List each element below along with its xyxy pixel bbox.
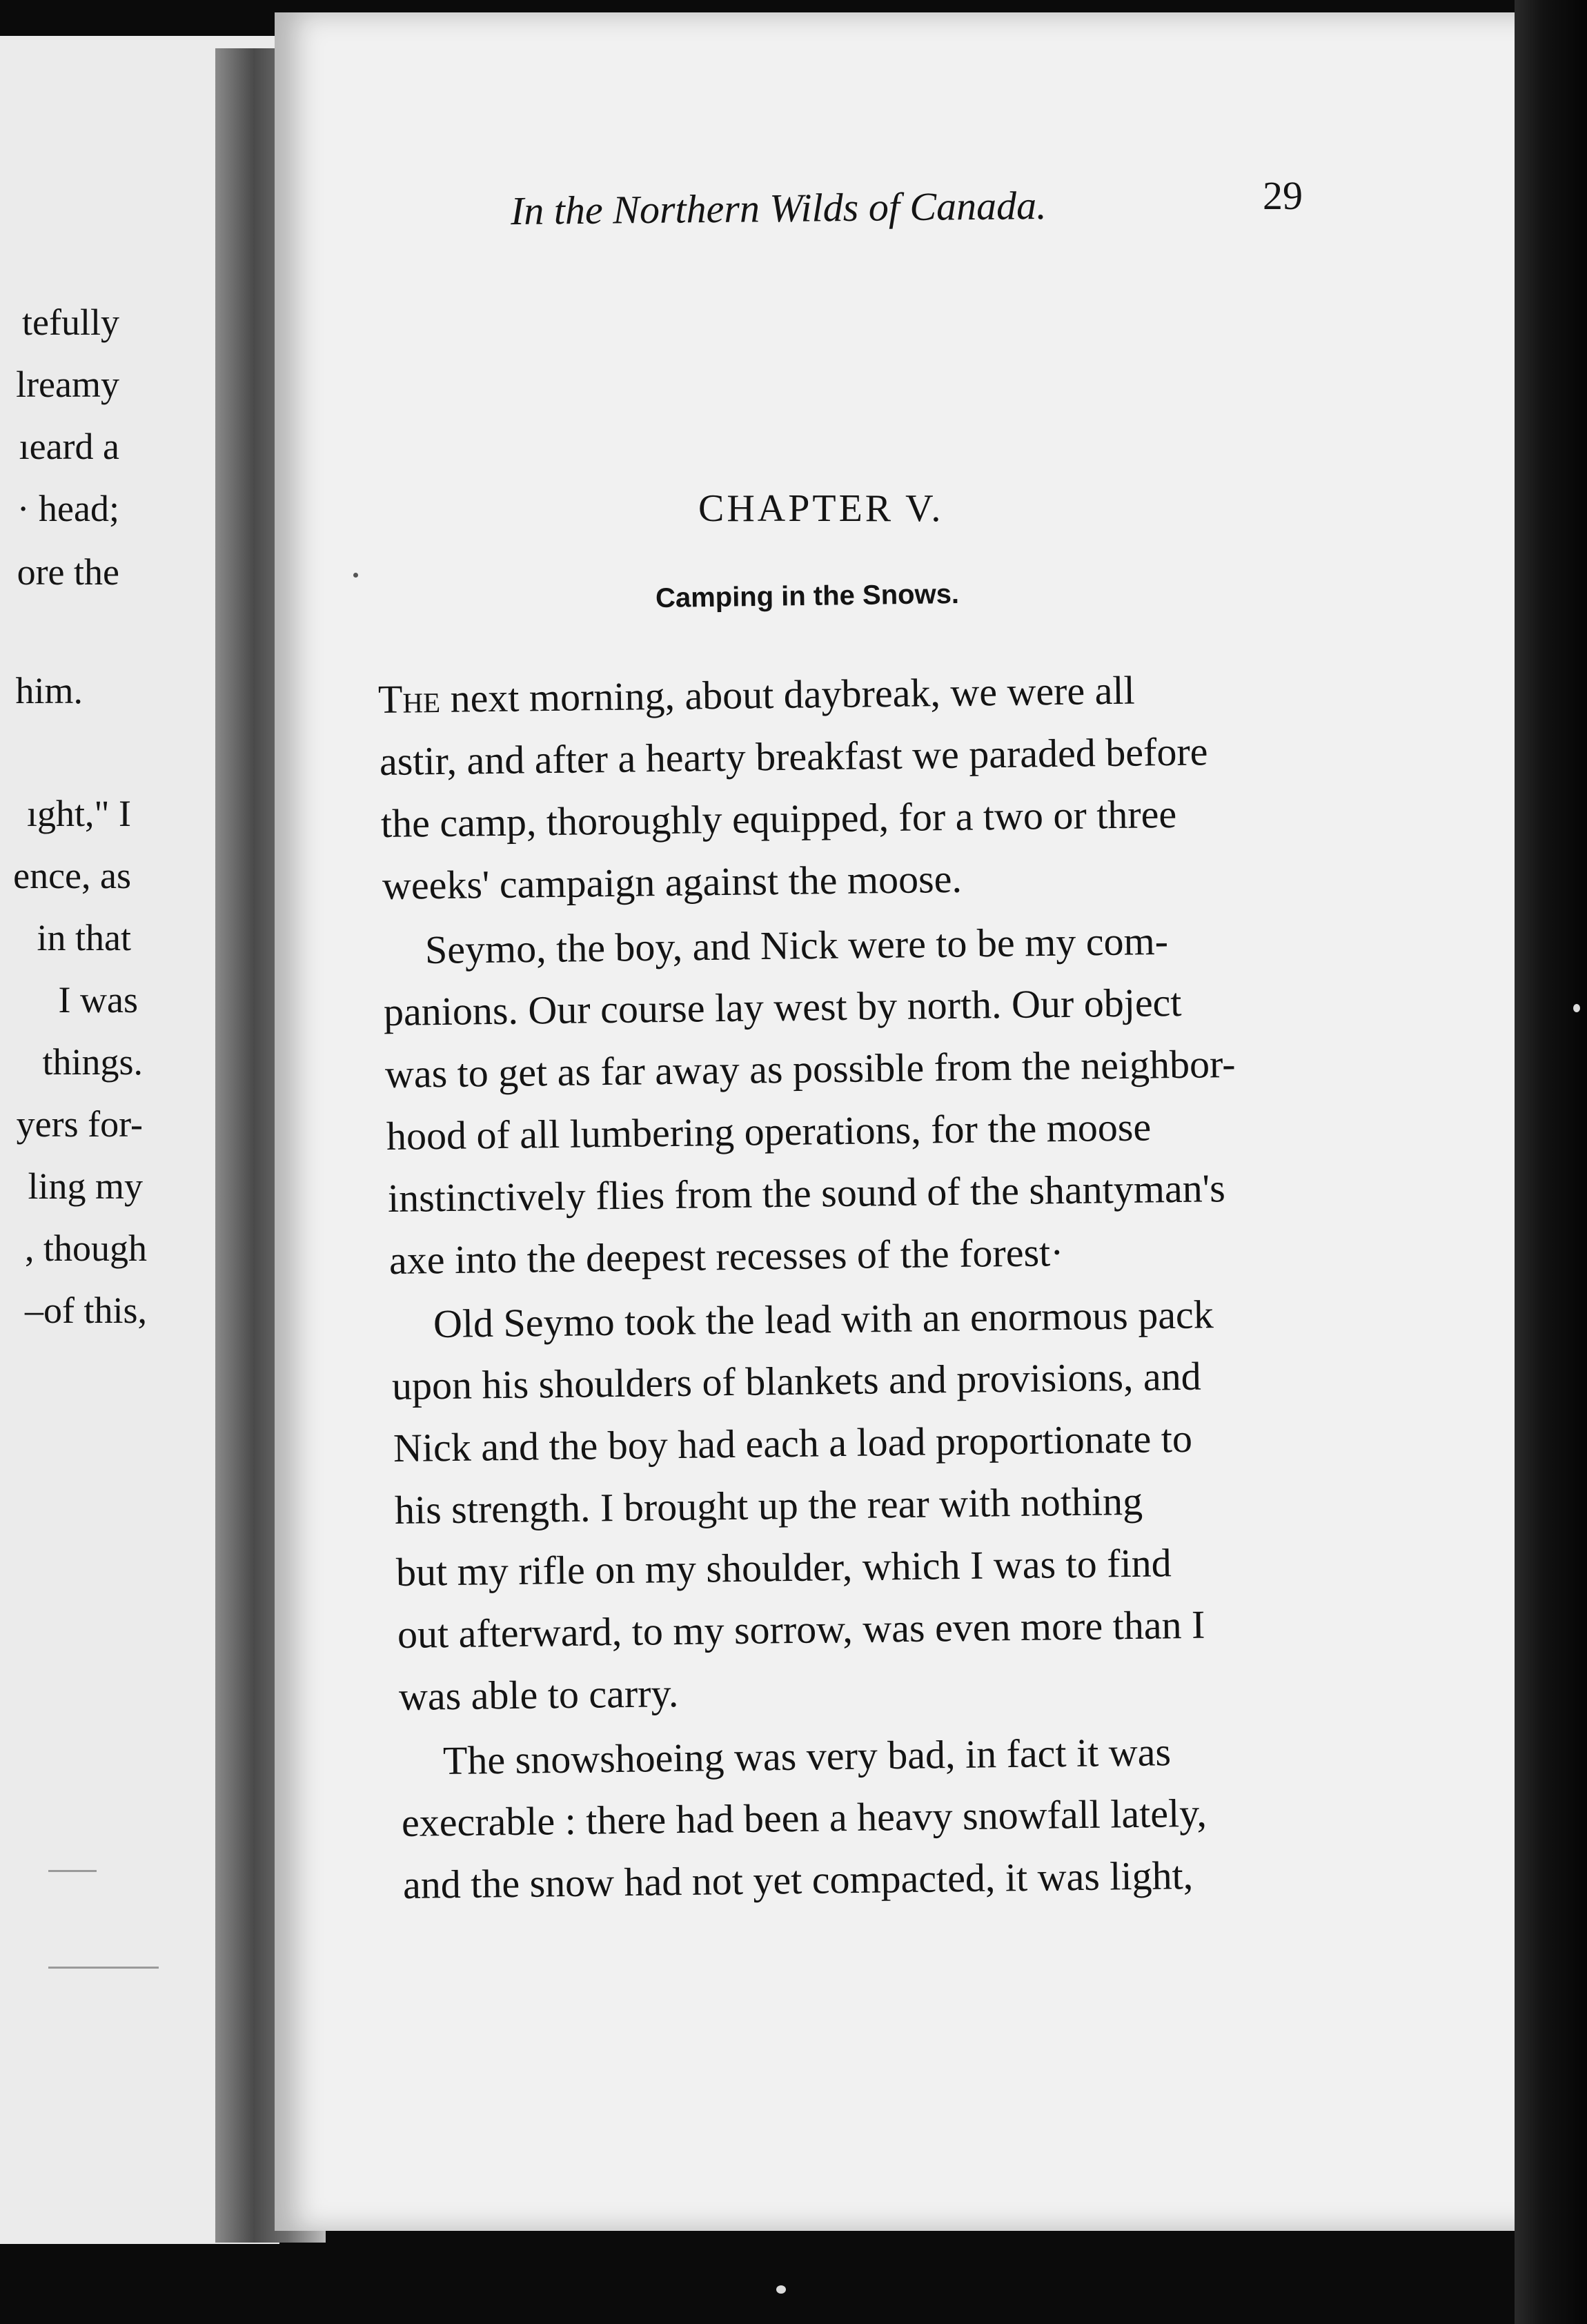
left-page-line: tefully <box>22 302 119 343</box>
chapter-title: CHAPTER V. <box>698 487 944 530</box>
lead-word: The <box>377 676 441 722</box>
left-page-line: I was <box>58 979 138 1021</box>
scan-speck <box>776 2285 786 2294</box>
body-line: The snowshoeing was very bad, in fact it was <box>442 1729 1172 1783</box>
left-page-line: ence, as <box>13 855 131 896</box>
left-page-line: , though <box>24 1228 147 1269</box>
running-head: In the Northern Wilds of Canada. <box>510 182 1047 234</box>
body-line: Nick and the boy had each a load proportionate to <box>393 1415 1193 1470</box>
left-page-line: lreamy <box>16 364 119 405</box>
body-line: the camp, thoroughly equipped, for a two or three <box>380 791 1177 846</box>
body-line: Seymo, the boy, and Nick were to be my com- <box>424 918 1169 972</box>
scan-speck <box>353 573 358 578</box>
left-page-line: yers for- <box>16 1103 143 1145</box>
body-line: panions. Our course lay west by north. Our object <box>383 979 1182 1034</box>
left-page-line: ore the <box>17 551 119 593</box>
page-edge-shadow <box>1515 0 1587 2324</box>
body-line: instinctively flies from the sound of the shantyman's <box>387 1165 1226 1221</box>
body-line: astir, and after a hearty breakfast we paraded before <box>379 729 1208 784</box>
body-line: Old Seymo took the lead with an enormous pack <box>433 1292 1214 1346</box>
body-line: was to get as far away as possible from the neighbor- <box>384 1041 1236 1096</box>
body-line: was able to carry. <box>398 1671 679 1719</box>
left-page-line: things. <box>42 1041 143 1083</box>
left-page-line: in that <box>37 917 131 958</box>
left-page-mark <box>48 1967 159 1969</box>
chapter-subtitle: Camping in the Snows. <box>655 578 960 614</box>
left-page-line: ling my <box>28 1165 143 1207</box>
left-page-line: · head; <box>17 488 119 529</box>
left-page-line: –of this, <box>24 1290 147 1331</box>
body-line: his strength. I brought up the rear with nothing <box>394 1478 1143 1533</box>
body-line: and the snow had not yet compacted, it was light, <box>402 1853 1194 1907</box>
body-line: The next morning, about daybreak, we were all <box>377 667 1135 722</box>
body-line: weeks' campaign against the moose. <box>382 856 963 908</box>
left-page-mark <box>48 1870 97 1872</box>
body-line: upon his shoulders of blankets and provisions, and <box>391 1353 1202 1408</box>
left-page-line: ıeard a <box>19 426 119 467</box>
scan-speck <box>1573 1004 1580 1012</box>
page-number: 29 <box>1263 173 1303 218</box>
body-line: but my rifle on my shoulder, which I was to find <box>395 1540 1172 1595</box>
body-line: out afterward, to my sorrow, was even more than I <box>397 1602 1205 1657</box>
body-line: execrable : there had been a heavy snowfall lately, <box>401 1790 1208 1845</box>
body-line: hood of all lumbering operations, for the moose <box>386 1104 1152 1159</box>
left-page-line: ıght," I <box>26 793 131 834</box>
body-line: axe into the deepest recesses of the forest· <box>388 1230 1064 1283</box>
left-page-line: him. <box>15 670 83 711</box>
